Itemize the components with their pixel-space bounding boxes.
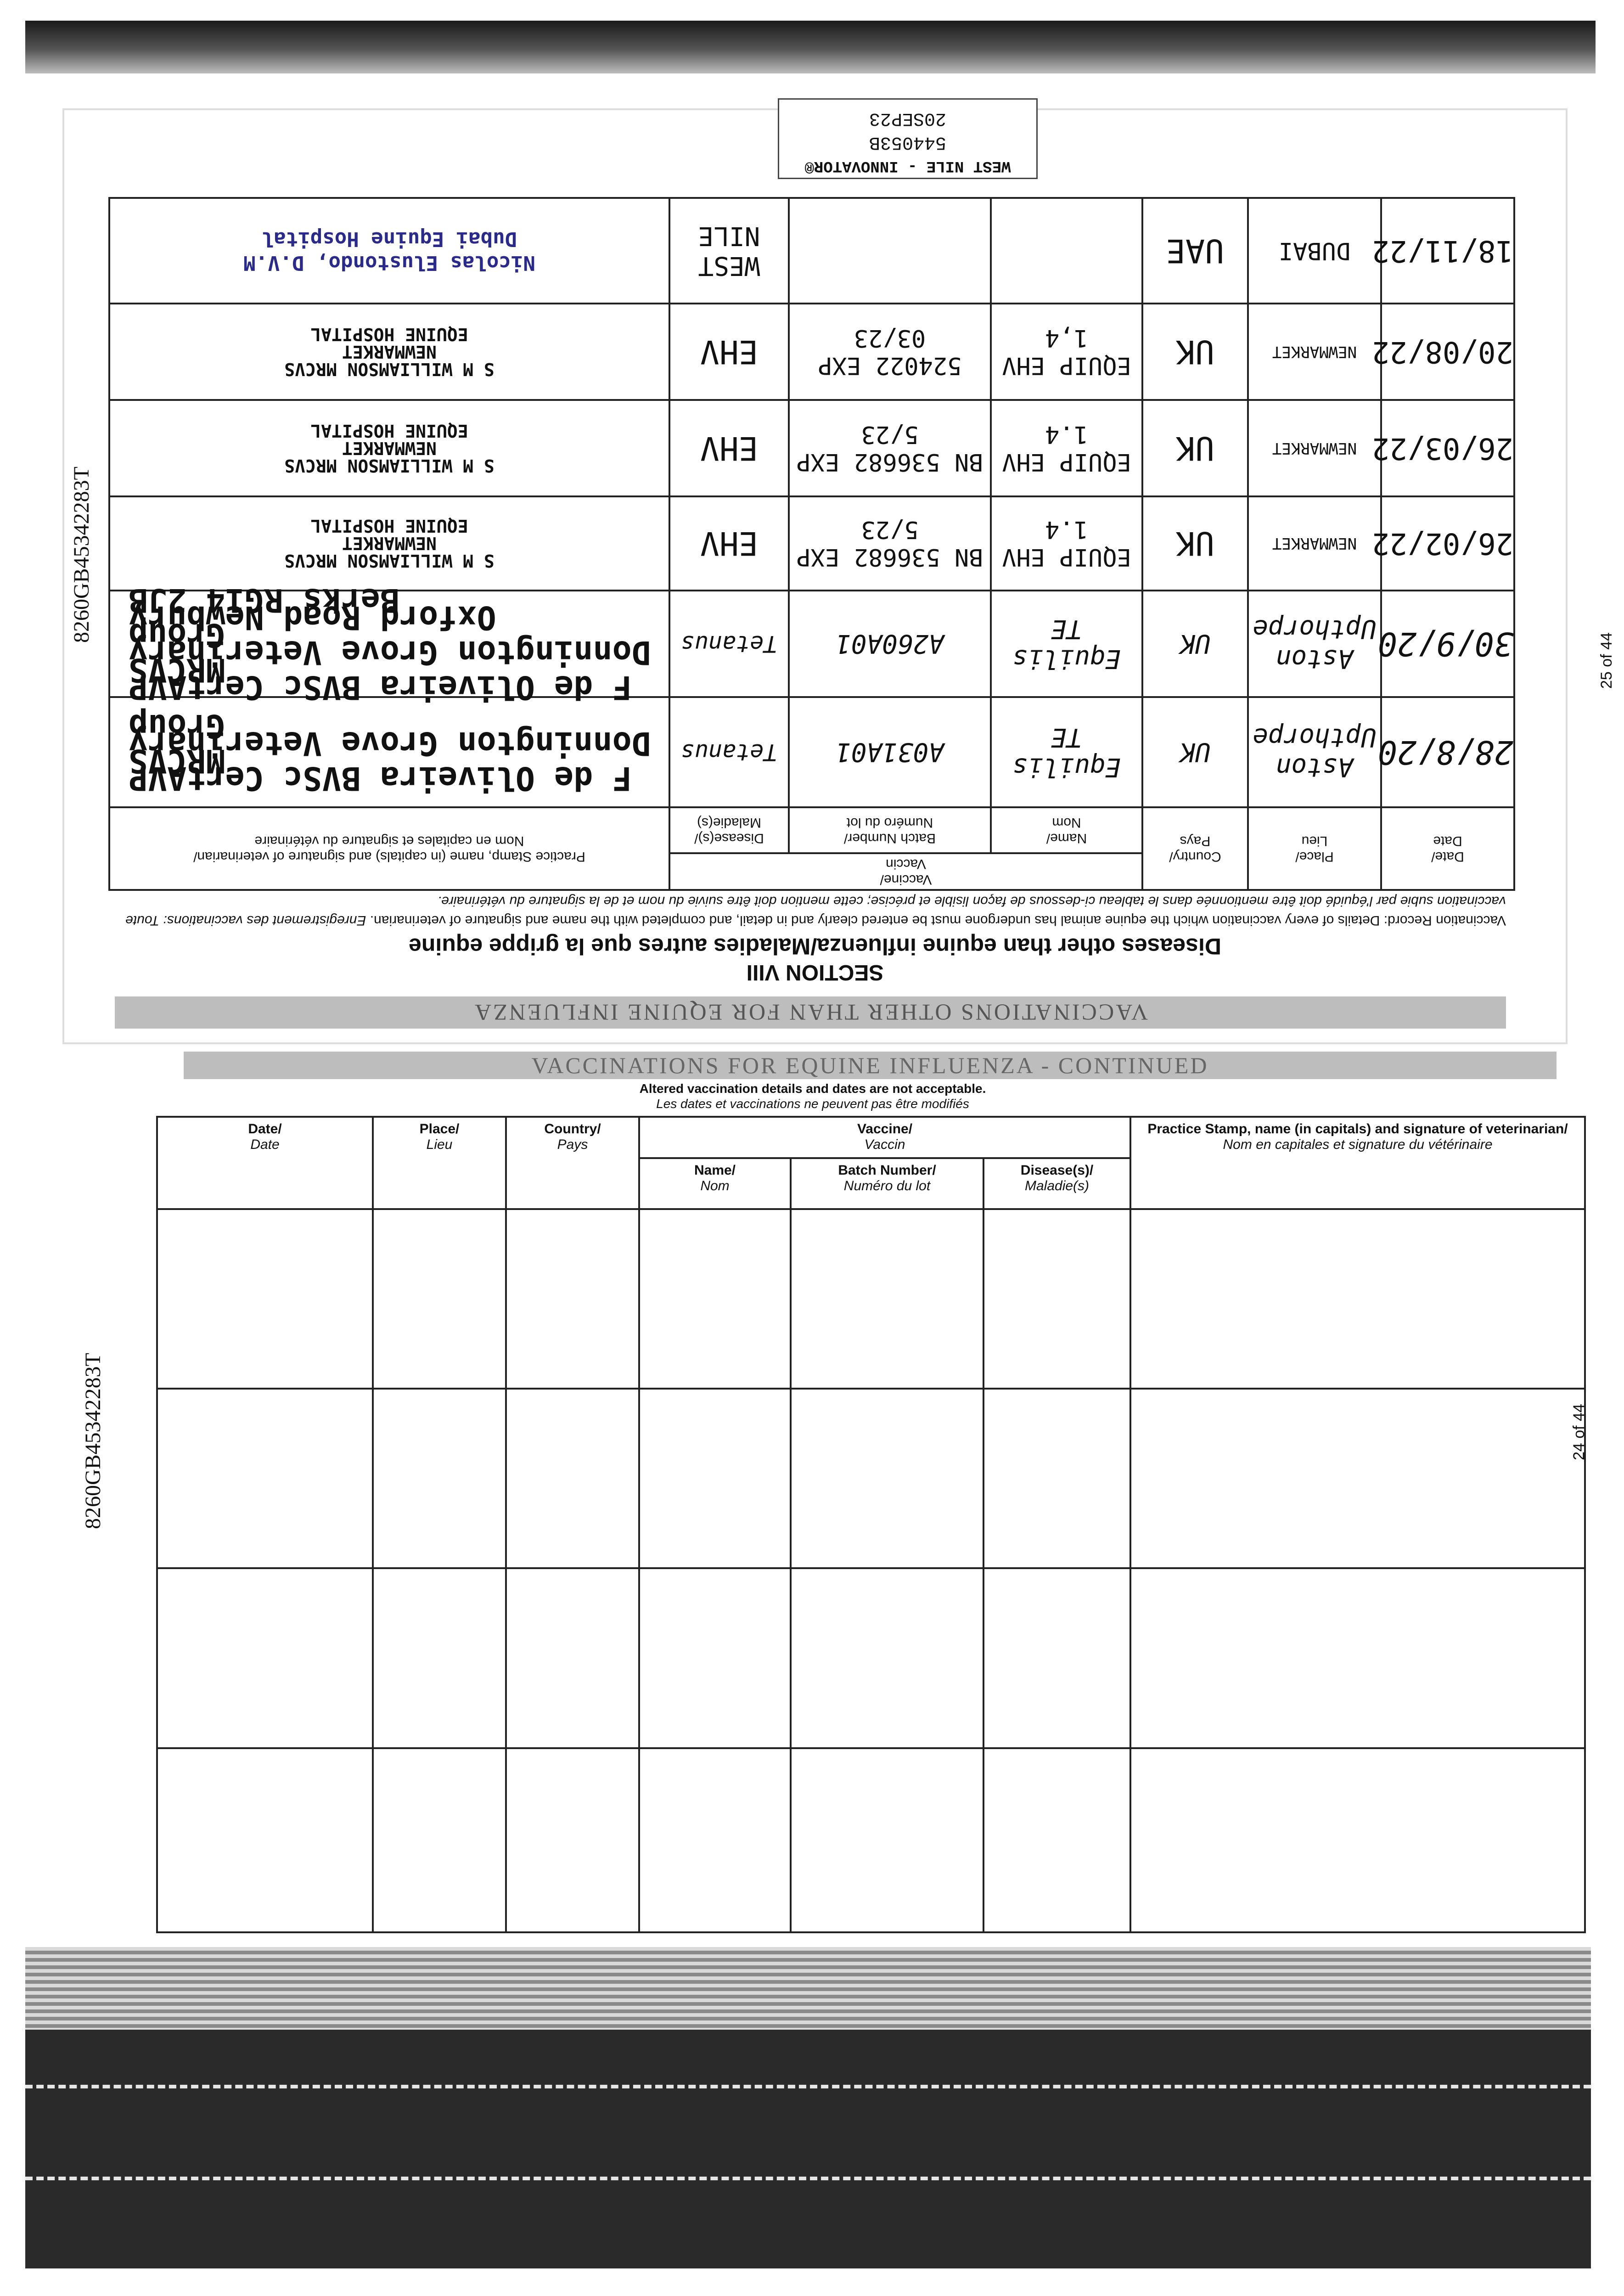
page-number-bottom: 24 of 44 (1570, 1404, 1588, 1460)
row-vaccine-name: EQUIP EHV 1.4 (991, 496, 1142, 591)
row-date: 20/08/22 (1381, 304, 1514, 400)
table-row (157, 1568, 1585, 1748)
table-row (157, 1748, 1585, 1932)
header-place: Place/ Lieu (1248, 807, 1381, 890)
header-country: Country/ Pays (1142, 807, 1248, 890)
row-disease: EHV (669, 400, 789, 496)
row-date: 30/9/20 (1381, 591, 1514, 697)
header-country: Country/ Pays (506, 1117, 639, 1209)
row-date: 18/11/22 (1381, 198, 1514, 304)
passport-id-top: 8260GB45342283T (69, 467, 94, 643)
table-row (109, 198, 1514, 304)
sticker-line-2: 544053B (869, 132, 947, 152)
header-vaccine: Vaccine/ Vaccin (639, 1117, 1130, 1158)
header-name: Name/ Nom (639, 1158, 791, 1209)
header-date: Date/ Date (1381, 807, 1514, 890)
row-country: UK (1142, 591, 1248, 697)
row-disease: EHV (669, 304, 789, 400)
header-place: Place/ Lieu (373, 1117, 506, 1209)
row-date: 26/03/22 (1381, 400, 1514, 496)
header-stamp: Practice Stamp, name (in capitals) and signature of veterinarian/ Nom en capitales et signature du vétérinaire (1130, 1117, 1585, 1209)
row-batch: A260A01 (789, 591, 991, 697)
row-stamp: F de Oliveira BVSc CertAVP MRCVS Donnington Grove Veterinary Group Oxford Road Newbury Berks RG14 2JB (109, 591, 669, 697)
table-row (157, 1389, 1585, 1568)
row-place: Aston Upthorpe (1248, 697, 1381, 807)
row-country: UK (1142, 697, 1248, 807)
row-place: NEWMARKET (1248, 496, 1381, 591)
row-stamp: S M WILLIAMSON MRCVS NEWMARKET EQUINE HOSPITAL (109, 400, 669, 496)
passport-id-bottom: 8260GB45342283T (81, 1353, 105, 1529)
section-band-top: VACCINATIONS OTHER THAN FOR EQUINE INFLUENZA (115, 996, 1506, 1029)
section-subtitle: Diseases other than equine influenza/Maladies autres que la grippe equine (409, 934, 1221, 959)
header-batch: Batch Number/ Numéro du lot (789, 807, 991, 853)
table-row (109, 496, 1514, 591)
warning-en: Altered vaccination details and dates are not acceptable. (639, 1081, 986, 1096)
cover-stitching (25, 2177, 1591, 2180)
row-vaccine-name: EQUIP EHV 1.4 (991, 400, 1142, 496)
page-number-top: 25 of 44 (1598, 632, 1615, 689)
row-country: UK (1142, 496, 1248, 591)
row-disease: EHV (669, 496, 789, 591)
page-stack-edge (25, 1947, 1591, 2030)
vaccine-sticker-label (778, 98, 1038, 179)
row-disease: WEST NILE (669, 198, 789, 304)
passport-page-24 (32, 1052, 1593, 1947)
row-batch (789, 198, 991, 304)
table-row (157, 1209, 1585, 1389)
influenza-vaccination-table (156, 1116, 1586, 1933)
cover-stitching (25, 2085, 1591, 2088)
row-batch: BN 536682 EXP 5/23 (789, 496, 991, 591)
sticker-line-3: 20SEP23 (869, 108, 947, 129)
section-description (115, 891, 1506, 930)
header-stamp: Practice Stamp, name (in capitals) and signature of veterinarian/ Nom en capitales et signature du vétérinaire (109, 807, 669, 890)
row-date: 28/8/20 (1381, 697, 1514, 807)
header-date: Date/ Date (157, 1117, 373, 1209)
row-stamp: S M WILLIAMSON MRCVS NEWMARKET EQUINE HOSPITAL (109, 496, 669, 591)
row-stamp: F de Oliveira BVSc CertAVP MRCVS Donnington Grove Veterinary Group (109, 697, 669, 807)
section-title: SECTION VIII (746, 960, 884, 985)
row-disease: Tetanus (669, 591, 789, 697)
scanner-top-edge (25, 21, 1596, 73)
row-stamp: S M WILLIAMSON MRCVS NEWMARKET EQUINE HOSPITAL (109, 304, 669, 400)
row-vaccine-name: Equilis TE (991, 697, 1142, 807)
row-vaccine-name: EQUIP EHV 1,4 (991, 304, 1142, 400)
row-country: UAE (1142, 198, 1248, 304)
scanner-bottom-edge (25, 1947, 1591, 2268)
description-en: Vaccination Record: Details of every vaccination which the equine animal has undergone must be entered clearly and in detail, and completed with the name and signature of veterinarian. (370, 913, 1506, 928)
table-row (109, 400, 1514, 496)
row-batch: A031A01 (789, 697, 991, 807)
row-date: 26/02/22 (1381, 496, 1514, 591)
row-disease: Tetanus (669, 697, 789, 807)
passport-page-25 (64, 110, 1566, 1042)
header-disease: Disease(s)/ Maladie(s) (669, 807, 789, 853)
table-row (109, 304, 1514, 400)
header-vaccine: Vaccine/ Vaccin (669, 853, 1142, 890)
section-band-bottom: VACCINATIONS FOR EQUINE INFLUENZA - CONTINUED (184, 1052, 1557, 1079)
row-place: NEWMARKET (1248, 400, 1381, 496)
row-stamp: Nicolas Elustondo, D.V.M Dubai Equine Hospital (109, 198, 669, 304)
row-vaccine-name (991, 198, 1142, 304)
vaccination-table (108, 197, 1515, 891)
header-disease: Disease(s)/ Maladie(s) (983, 1158, 1130, 1209)
header-batch: Batch Number/ Numéro du lot (791, 1158, 983, 1209)
row-batch: 524022 EXP 03/23 (789, 304, 991, 400)
row-country: UK (1142, 400, 1248, 496)
table-row (109, 591, 1514, 697)
row-country: UK (1142, 304, 1248, 400)
row-place: DUBAI (1248, 198, 1381, 304)
description-fr: Enregistrement des vaccinations: Toute vaccination subie par l'équidé doit être mentionnée dans le tableau ci-dessous de façon lisible et précise; cette mention doit être suivie du nom et de la signature du vétérinaire. (125, 894, 1506, 928)
row-batch: BN 536682 EXP 5/23 (789, 400, 991, 496)
row-vaccine-name: Equilis TE (991, 591, 1142, 697)
header-name: Name/ Nom (991, 807, 1142, 853)
row-place: NEWMARKET (1248, 304, 1381, 400)
table-row (109, 697, 1514, 807)
sticker-line-1: WEST NILE - INNOVATOR® (804, 157, 1011, 174)
row-place: Aston Upthorpe (1248, 591, 1381, 697)
warning-fr: Les dates et vaccinations ne peuvent pas être modifiés (656, 1097, 969, 1111)
